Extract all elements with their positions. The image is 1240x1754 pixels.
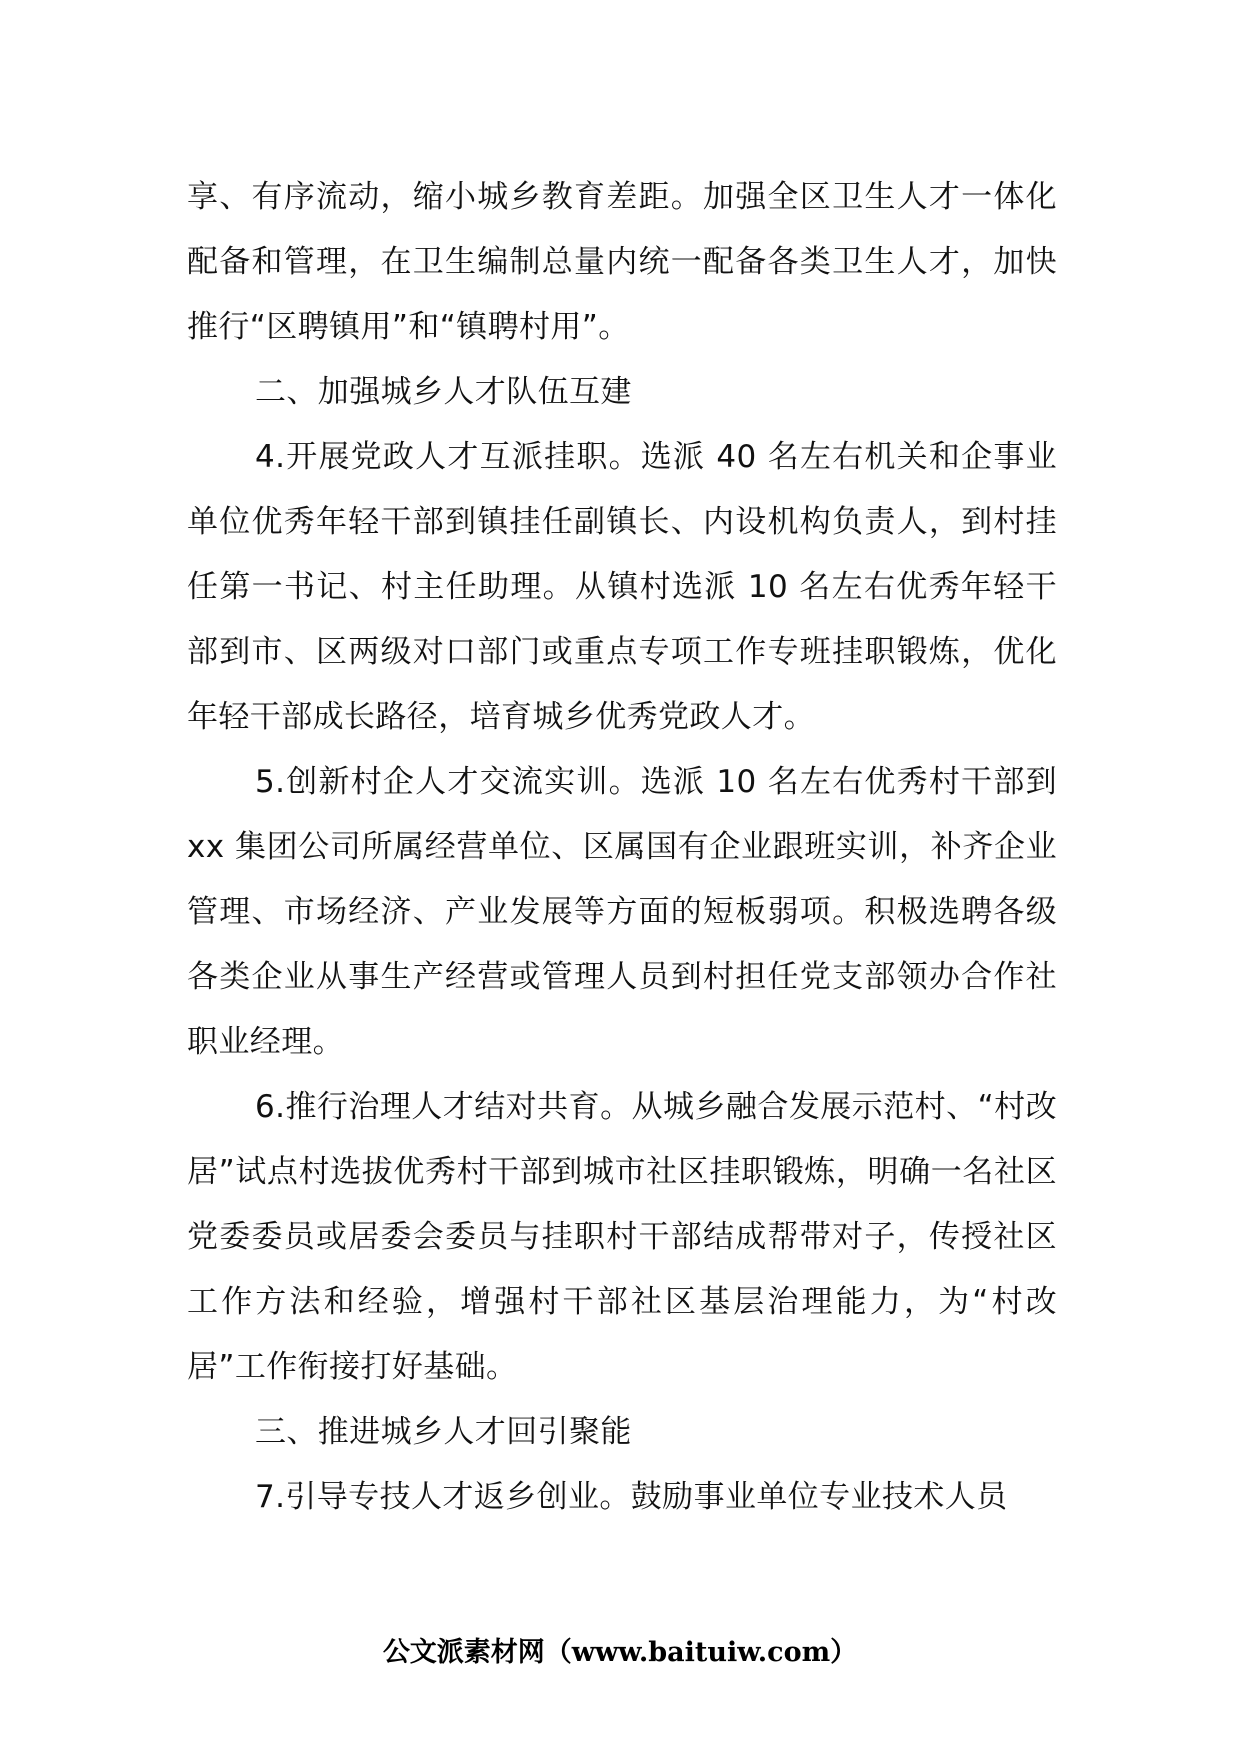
paragraph-item-5: 5.创新村企人才交流实训。选派 10 名左右优秀村干部到 xx 集团公司所属经营单位、区属国有企业跟班实训，补齐企业管理、市场经济、产业发展等方面的短板弱项。积极选聘各级各类企业从事生产经营或管理人员到村担任党支部领办合作社职业经理。 <box>187 764 1057 1060</box>
section-heading-3: 三、推进城乡人才回引聚能 <box>255 1414 632 1450</box>
paragraph-continuation: 享、有序流动，缩小城乡教育差距。加强全区卫生人才一体化配备和管理，在卫生编制总量内统一配备各类卫生人才，加快推行“区聘镇用”和“镇聘村用”。 <box>187 179 1057 345</box>
footer-watermark: 公文派素材网（www.baituiw.com） <box>382 1637 858 1668</box>
document-body <box>187 165 1057 1530</box>
paragraph-item-4: 4.开展党政人才互派挂职。选派 40 名左右机关和企事业单位优秀年轻干部到镇挂任副镇长、内设机构负责人，到村挂任第一书记、村主任助理。从镇村选派 10 名左右优秀年轻干部到市、区两级对口部门或重点专项工作专班挂职锻炼，优化年轻干部成长路径，培育城乡优秀党政人才。 <box>187 439 1057 735</box>
paragraph-item-7: 7.引导专技人才返乡创业。鼓励事业单位专业技术人员 <box>255 1479 1008 1515</box>
section-heading-2: 二、加强城乡人才队伍互建 <box>255 374 632 410</box>
paragraph-item-6: 6.推行治理人才结对共育。从城乡融合发展示范村、“村改居”试点村选拔优秀村干部到城市社区挂职锻炼，明确一名社区党委委员或居委会委员与挂职村干部结成帮带对子，传授社区工作方法和经验，增强村干部社区基层治理能力，为“村改居”工作衔接打好基础。 <box>187 1089 1057 1385</box>
